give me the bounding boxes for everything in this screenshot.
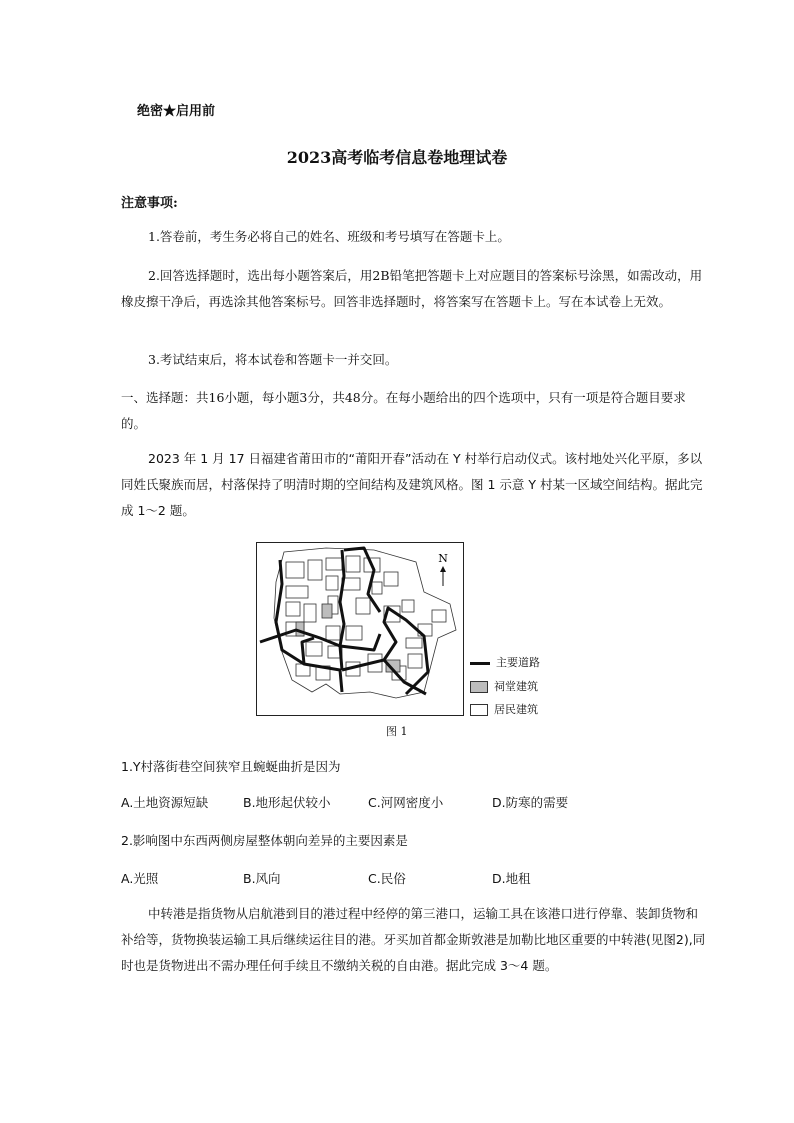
village-map-figure: [256, 542, 464, 716]
question-1-stem: 1.Y村落街巷空间狭窄且蜿蜒曲折是因为: [121, 759, 341, 774]
question-1-option-c[interactable]: C.河网密度小: [368, 795, 444, 810]
legend-item-hall: [470, 678, 538, 694]
notice-item-2: 2.回答选择题时，选出每小题答案后，用2B铅笔把答题卡上对应题目的答案标号涂黑，如需改动，用橡皮擦干净后，再选涂其他答案标号。回答非选择题时，将答案写在答题卡上。写在本试卷上无效。: [121, 268, 703, 309]
section-intro: 一、选择题：共16小题，每小题3分，共48分。在每小题给出的四个选项中，只有一项是符合题目要求的。: [121, 390, 686, 431]
hall-swatch: [470, 681, 488, 693]
question-2-option-d[interactable]: D.地租: [492, 871, 531, 886]
legend-label-residence: 居民建筑: [494, 703, 538, 716]
question-1-option-d[interactable]: D.防寒的需要: [492, 795, 569, 810]
question-2-option-a[interactable]: A.光照: [121, 871, 159, 886]
road-swatch: [470, 662, 490, 665]
legend-item-residence: [470, 701, 538, 717]
question-1-option-b[interactable]: B.地形起伏较小: [243, 795, 331, 810]
legend-item-road: [470, 654, 540, 670]
confidential-label: 绝密★启用前: [137, 104, 216, 119]
legend-label-road: 主要道路: [496, 656, 540, 669]
question-1-option-a[interactable]: A.土地资源短缺: [121, 795, 209, 810]
question-2-option-c[interactable]: C.民俗: [368, 871, 406, 886]
passage-1: 2023 年 1 月 17 日福建省莆田市的“莆阳开春”活动在 Y 村举行启动仪式。该村地处兴化平原，多以同姓氏聚族而居，村落保持了明清时期的空间结构及建筑风格。图 1 示意 Y 村某一区域空间结构。据此完成 1～2 题。: [121, 451, 703, 518]
exam-title: 2023高考临考信息卷地理试卷: [286, 148, 508, 167]
north-label: N: [438, 552, 448, 565]
notice-item-3: 3.考试结束后，将本试卷和答题卡一并交回。: [148, 352, 398, 367]
notice-item-1: 1.答卷前，考生务必将自己的姓名、班级和考号填写在答题卡上。: [148, 229, 510, 244]
passage-2: 中转港是指货物从启航港到目的港过程中经停的第三港口，运输工具在该港口进行停靠、装卸货物和补给等，货物换装运输工具后继续运往目的港。牙买加首都金斯敦港是加勒比地区重要的中转港(见图2),同时也是货物进出不需办理任何手续且不缴纳关税的自由港。据此完成 3～4 题。: [121, 906, 706, 973]
residence-swatch: [470, 704, 488, 716]
figure-1-caption: 图 1: [386, 725, 408, 738]
legend-label-hall: 祠堂建筑: [494, 680, 538, 693]
notice-heading: 注意事项:: [121, 196, 178, 211]
question-2-option-b[interactable]: B.风向: [243, 871, 281, 886]
question-2-stem: 2.影响图中东西两侧房屋整体朝向差异的主要因素是: [121, 833, 408, 848]
